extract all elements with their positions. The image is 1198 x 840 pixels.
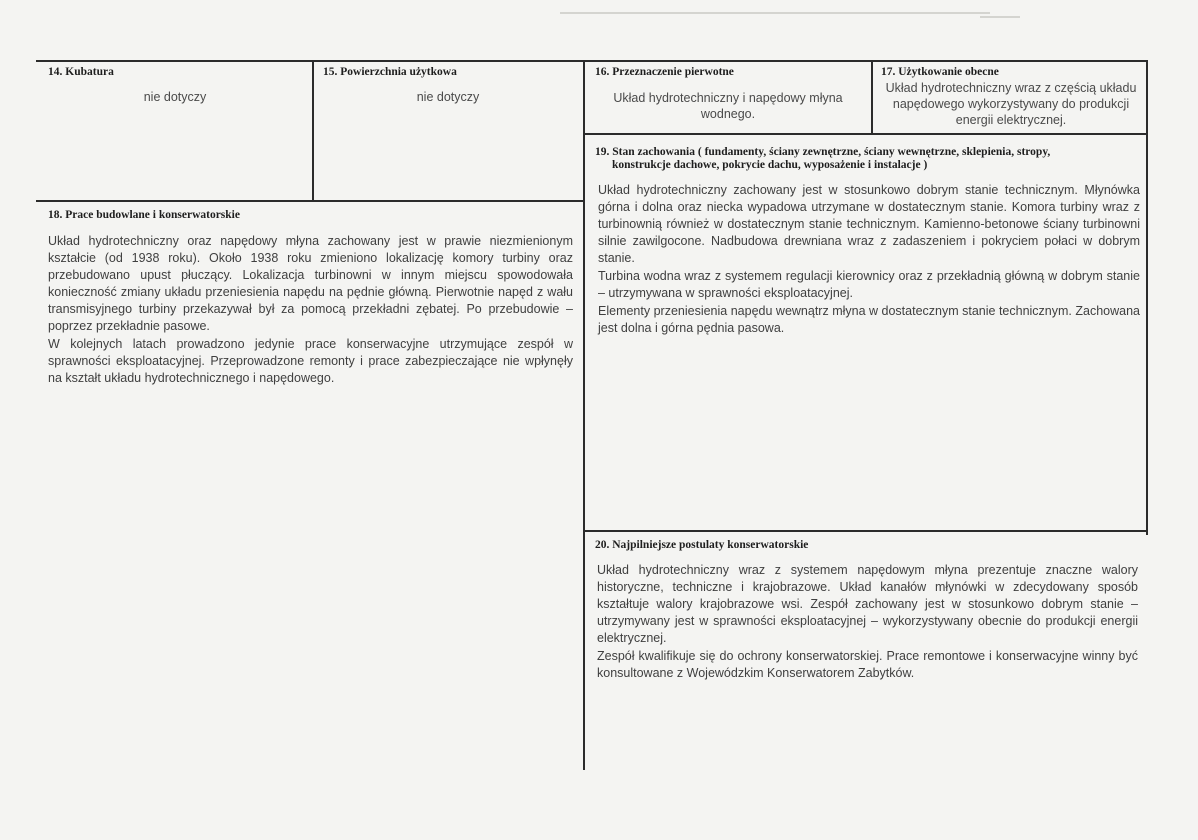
field-15-title: 15. Powierzchnia użytkowa (323, 66, 457, 78)
row-divider-right-top (584, 133, 1148, 135)
form-top-border (36, 60, 1148, 62)
field-14-value: nie dotyczy (143, 90, 207, 104)
field-18-title: 18. Prace budowlane i konserwatorskie (48, 209, 240, 221)
field-18-paragraph: W kolejnych latach prowadzono jedynie prace konserwacyjne utrzymujące zespół w sprawności eksploatacyjnej. Przeprowadzone remonty i prace zabezpieczające nie wpłynęły na kształt układu hydrotechnicznego i napędowego. (48, 337, 573, 385)
scan-artifact (980, 16, 1020, 18)
field-20-body (597, 562, 1138, 683)
field-18-paragraph: Układ hydrotechniczny oraz napędowy młyna zachowany jest w prawie niezmienionym kształcie (od 1938 roku). Około 1938 roku zmieniono lokalizację komory turbiny oraz przebudowano upust płuczący. Lokalizacja turbinowni w innym miejscu spowodowała konieczność zmiany układu przeniesienia napędu na pędnie główną. Pierwotnie napęd z wału transmisyjnego turbiny przekazywał był za pomocą przekładni zębatej. Po przebudowie – poprzez przekładnie pasowe. (48, 234, 573, 333)
divider-16-17 (871, 60, 873, 133)
field-16-title: 16. Przeznaczenie pierwotne (595, 66, 734, 78)
row-divider-left (36, 200, 584, 202)
field-19-paragraph: Układ hydrotechniczny zachowany jest w stosunkowo dobrym stanie technicznym. Młynówka górna i dolna oraz niecka wypadowa utrzymane w dostatecznym stanie. Komora turbiny wraz z turbinownią również w dostatecznym stanie technicznym. Kamienno-betonowe ściany turbinowni silnie zawilgocone. Nadbudowa drewniana wraz z zadaszeniem i pokryciem połaci w dobrym stanie. (598, 183, 1140, 265)
field-18-body (48, 233, 573, 388)
center-divider (583, 60, 585, 770)
row-divider-right-bottom (584, 530, 1148, 532)
right-border (1146, 60, 1148, 535)
field-16-value: Układ hydrotechniczny i napędowy młyna wodnego. (613, 91, 843, 121)
field-19-body (598, 182, 1140, 338)
field-20-paragraph: Zespół kwalifikuje się do ochrony konserwatorskiej. Prace remontowe i konserwacyjne winny być konsultowane z Wojewódzkim Konserwatorem Zabytków. (597, 649, 1138, 680)
scan-artifact (560, 12, 990, 14)
field-19-title-line1: 19. Stan zachowania ( fundamenty, ściany zewnętrzne, ściany wewnętrzne, sklepienia, stropy, (595, 146, 1051, 158)
field-19-paragraph: Elementy przeniesienia napędu wewnątrz młyna w dostatecznym stanie technicznym. Zachowana jest dolna i górna pędnia pasowa. (598, 304, 1140, 335)
field-14-title: 14. Kubatura (48, 66, 114, 78)
field-19-title-line2: konstrukcje dachowe, pokrycie dachu, wyposażenie i instalacje ) (612, 159, 928, 171)
field-20-paragraph: Układ hydrotechniczny wraz z systemem napędowym młyna prezentuje znaczne walory historyczne, techniczne i krajobrazowe. Układ kanałów młynówki w zdecydowany sposób kształtuje walory krajobrazowe wsi. Zespół zachowany jest w stosunkowo dobrym stanie – utrzymywany jest w sprawności eksploatacyjnej – wykorzystywany obecnie do produkcji energii elektrycznej. (597, 563, 1138, 645)
field-19-paragraph: Turbina wodna wraz z systemem regulacji kierownicy oraz z przekładnią główną w dobrym stanie – utrzymywana w sprawności eksploatacyjnej. (598, 269, 1140, 300)
field-20-title: 20. Najpilniejsze postulaty konserwatorskie (595, 539, 809, 551)
field-15-value: nie dotyczy (416, 90, 480, 104)
field-17-title: 17. Użytkowanie obecne (881, 66, 999, 78)
divider-14-15 (312, 60, 314, 200)
field-17-value: Układ hydrotechniczny wraz z częścią układu napędowego wykorzystywany do produkcji energii elektrycznej. (885, 81, 1137, 127)
